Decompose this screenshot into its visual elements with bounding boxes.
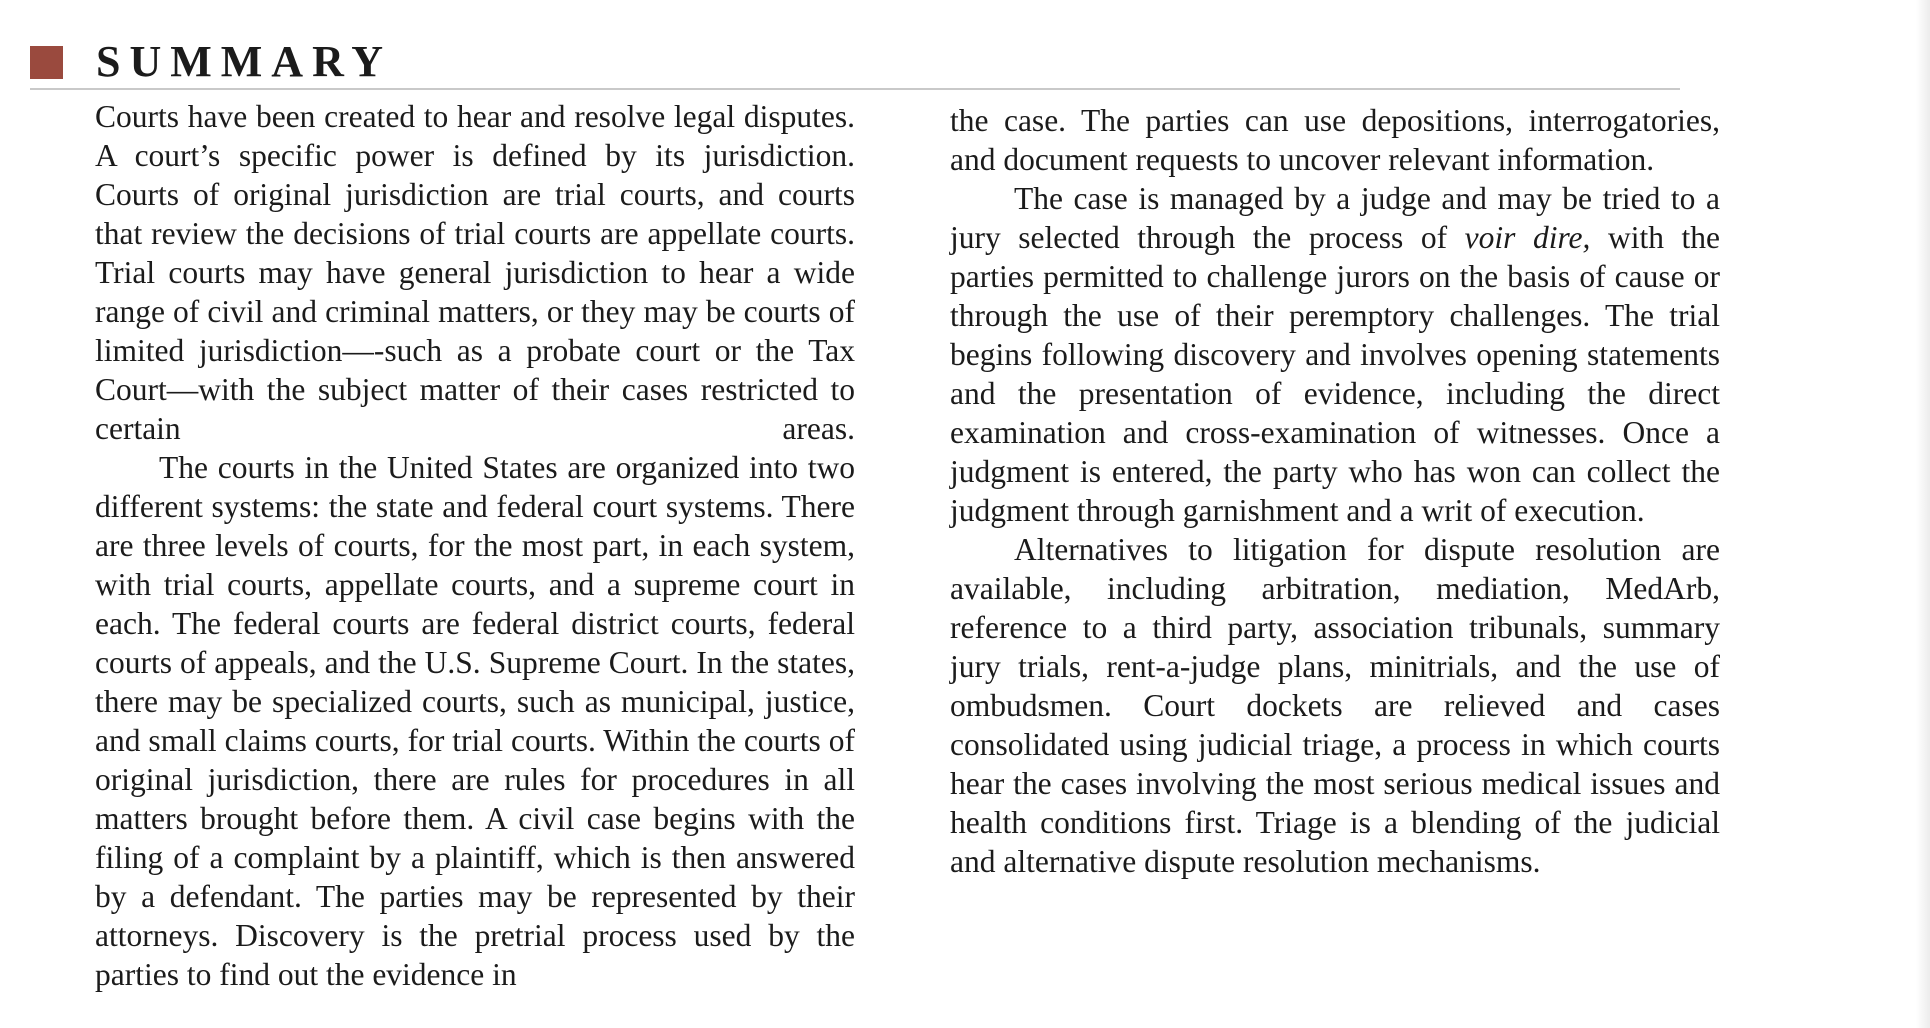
page-edge [1916,0,1930,1028]
paragraph [950,179,1720,530]
right-column [950,101,1720,881]
paragraph: The courts in the United States are organized into two different systems: the state and federal court systems. There are three levels of courts, for the most part, in each system, with trial courts, appellate courts, and a supreme court in each. The federal courts are federal district courts, federal courts of appeals, and the U.S. Supreme Court. In the states, there may be specialized courts, such as municipal, justice, and small claims courts, for trial courts. Within the courts of original jurisdiction, there are rules for procedures in all matters brought before them. A civil case begins with the filing of a complaint by a plaintiff, which is then answered by a defendant. The parties may be represented by their attorneys. Discovery is the pretrial process used by the parties to find out the evidence in [95,450,855,992]
paragraph: the case. The parties can use depositions, interrogatories, and document requests to uncover relevant information. [950,103,1720,177]
paragraph: Alternatives to litigation for dispute resolution are available, including arbitration, mediation, MedArb, reference to a third party, association tribunals, summary jury trials, rent-a-judge plans, minitrials, and the use of ombudsmen. Court dockets are relieved and cases consolidated using judicial triage, a process in which courts hear the cases involving the most serious medical issues and health conditions first. Triage is a blending of the judicial and alternative dispute resolution mechanisms. [950,532,1720,879]
paragraph: Courts have been created to hear and resolve legal disputes. A court’s specific power is defined by its jurisdiction. Courts of original jurisdiction are trial courts, and courts that review the decisions of trial courts are appellate courts. Trial courts may have general jurisdiction to hear a wide range of civil and criminal matters, or they may be courts of limited jurisdiction—-such as a probate court or the Tax Court—with the subject matter of their cases restricted to certain areas. [95,99,855,446]
italic-term: voir dire, [1464,220,1591,255]
section-marker [30,46,63,79]
paragraph-text: with the parties permitted to challenge jurors on the basis of cause or through the use of their peremptory challenges. The trial begins following discovery and involves opening statements and the presentation of evidence, including the direct examination and cross-examination of witnesses. Once a judgment is entered, the party who has won can collect the judgment through garnishment and a writ of execution. [950,220,1720,528]
section-header [30,36,1680,90]
left-column [95,97,855,994]
section-title: SUMMARY [96,37,393,86]
paragraph-text: The case is managed by a judge and may be tried to a jury selected through the process of [950,181,1720,255]
